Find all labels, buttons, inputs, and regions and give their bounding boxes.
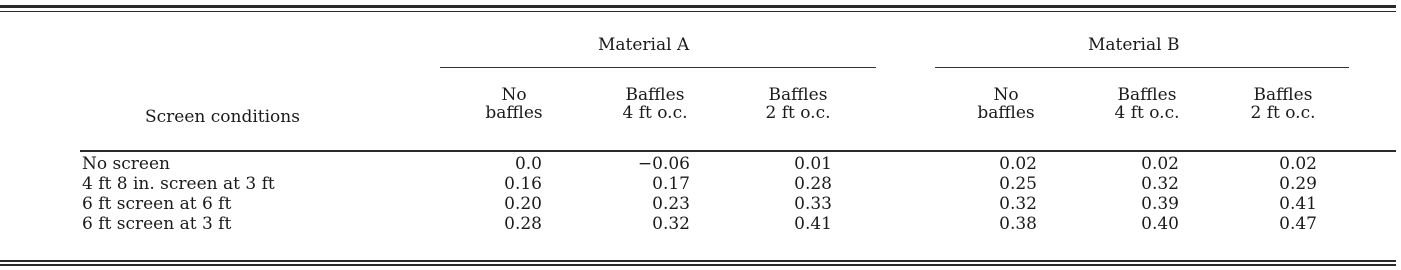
table-cell: 0.39 <box>1141 194 1179 214</box>
column-header <box>595 86 715 122</box>
column-header <box>1223 86 1343 122</box>
table-cell: 0.23 <box>652 194 690 214</box>
column-header-line: No <box>993 85 1019 105</box>
column-header-line: No <box>501 85 527 105</box>
bottom-rule <box>0 260 1396 262</box>
column-header-line: baffles <box>977 103 1035 123</box>
row-label: 6 ft screen at 3 ft <box>82 214 232 234</box>
table-cell: 0.33 <box>794 194 832 214</box>
column-header-line: Baffles <box>1117 85 1177 105</box>
top-rule-thin <box>0 11 1396 12</box>
table-cell: 0.25 <box>999 174 1037 194</box>
column-header-line: Baffles <box>1253 85 1313 105</box>
table-cell: 0.20 <box>504 194 542 214</box>
table-cell: 0.16 <box>504 174 542 194</box>
group-rule-material-a <box>440 67 876 68</box>
table-cell: 0.40 <box>1141 214 1179 234</box>
table-cell: 0.0 <box>514 154 542 174</box>
table-cell: 0.41 <box>1279 194 1317 214</box>
table-cell: 0.01 <box>794 154 832 174</box>
group-header-material-b: Material B <box>1088 35 1180 55</box>
row-label: 6 ft screen at 6 ft <box>82 194 232 214</box>
table-cell: −0.06 <box>637 154 690 174</box>
table-cell: 0.02 <box>999 154 1037 174</box>
table-cell: 0.32 <box>999 194 1037 214</box>
column-header-line: 4 ft o.c. <box>622 103 688 123</box>
row-label: No screen <box>82 154 170 174</box>
group-header-material-a: Material A <box>598 35 690 55</box>
column-header <box>454 86 574 122</box>
column-header-line: 2 ft o.c. <box>1250 103 1316 123</box>
column-header-line: 2 ft o.c. <box>765 103 831 123</box>
table-cell: 0.32 <box>1141 174 1179 194</box>
table-cell: 0.02 <box>1141 154 1179 174</box>
bottom-rule-thin <box>0 264 1396 266</box>
column-header-line: 4 ft o.c. <box>1114 103 1180 123</box>
table-cell: 0.41 <box>794 214 832 234</box>
column-header-line: baffles <box>485 103 543 123</box>
table-cell: 0.29 <box>1279 174 1317 194</box>
top-rule <box>0 5 1396 8</box>
column-header-line: Baffles <box>625 85 685 105</box>
column-header <box>946 86 1066 122</box>
column-header <box>738 86 858 122</box>
table-cell: 0.02 <box>1279 154 1317 174</box>
table-cell: 0.28 <box>794 174 832 194</box>
header-rule <box>80 150 1396 152</box>
row-label: 4 ft 8 in. screen at 3 ft <box>82 174 275 194</box>
group-rule-material-b <box>935 67 1349 68</box>
table-cell: 0.38 <box>999 214 1037 234</box>
stub-header: Screen conditions <box>145 107 300 127</box>
table-cell: 0.17 <box>652 174 690 194</box>
column-header <box>1087 86 1207 122</box>
column-header-line: Baffles <box>768 85 828 105</box>
table-cell: 0.47 <box>1279 214 1317 234</box>
table-cell: 0.28 <box>504 214 542 234</box>
table-cell: 0.32 <box>652 214 690 234</box>
